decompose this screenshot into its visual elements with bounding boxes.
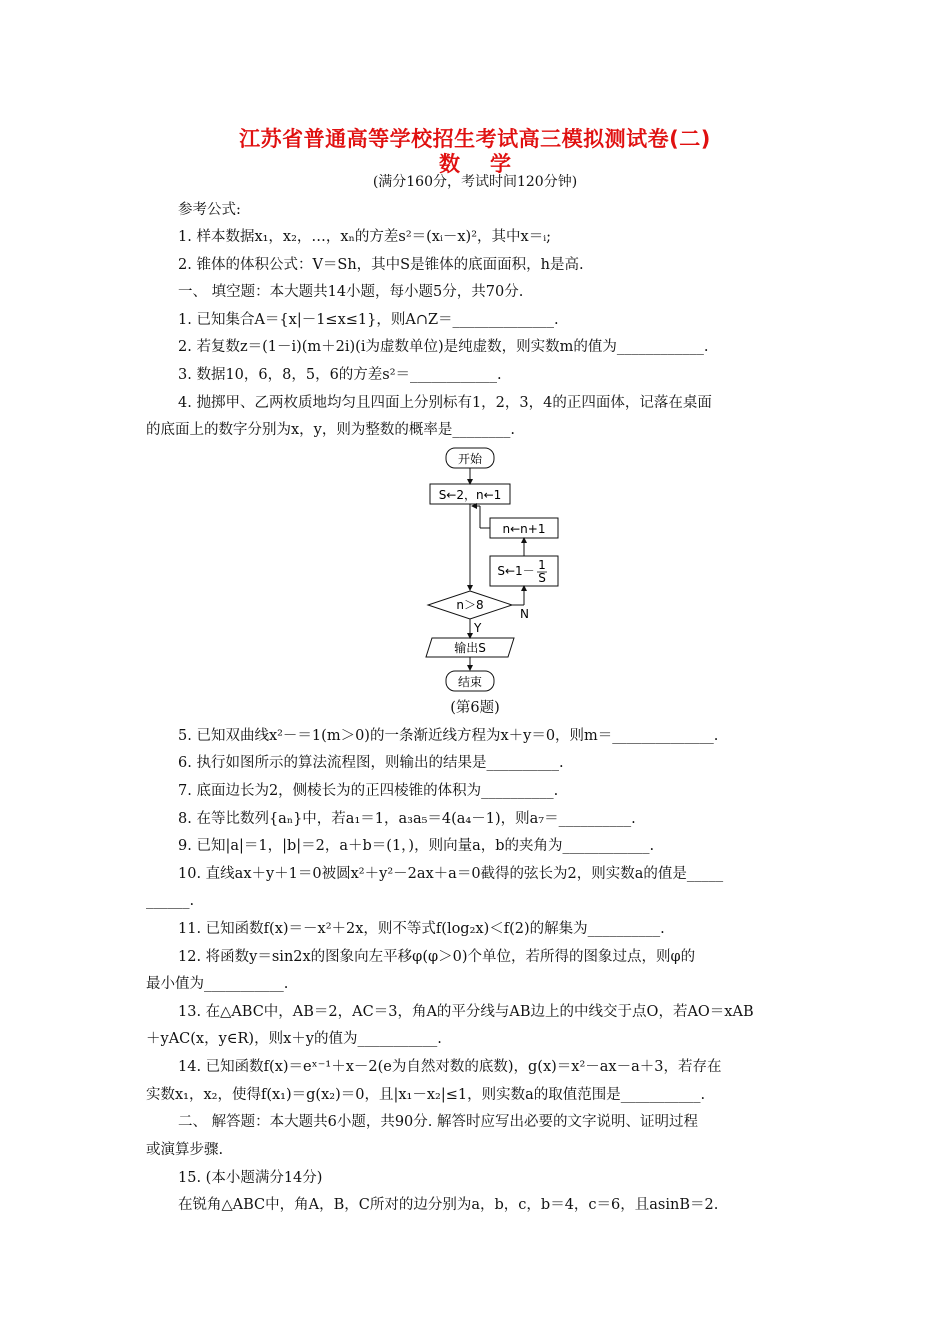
section2-heading-line1: 二、 解答题：本大题共6小题，共90分. 解答时应写出必要的文字说明、证明过程: [178, 1114, 699, 1130]
flow-start-label: 开始: [457, 452, 483, 466]
formula-volume: 2. 锥体的体积公式：V＝Sh，其中S是锥体的底面面积，h是高.: [178, 257, 584, 273]
exam-info: (满分160分，考试时间120分钟): [372, 174, 578, 190]
question-8: 8. 在等比数列{aₙ}中，若a₁＝1，a₃a₅＝4(a₄－1)，则a₇＝__________.: [178, 811, 636, 827]
reference-heading: 参考公式:: [178, 202, 241, 218]
exam-title: 江苏省普通高等学校招生考试高三模拟测试卷(二): [239, 127, 711, 151]
formula-variance: 1. 样本数据x₁，x₂，…，xₙ的方差s²＝(xᵢ－x)²，其中x＝ᵢ;: [178, 229, 552, 245]
flow-output-label: 输出S: [454, 641, 486, 655]
flow-update-numerator: 1: [538, 558, 546, 572]
question-14-line2: 实数x₁，x₂，使得f(x₁)＝g(x₂)＝0，且|x₁－x₂|≤1，则实数a的取值范围是___________.: [146, 1087, 706, 1103]
question-13-line1: 13. 在△ABC中，AB＝2，AC＝3，角A的平分线与AB边上的中线交于点O，若AO＝xAB: [178, 1004, 754, 1020]
question-9: 9. 已知|a|＝1，|b|＝2，a＋b＝(1，)，则向量a，b的夹角为____________.: [178, 838, 655, 854]
question-13-line2: ＋yAC(x，y∈R)，则x＋y的值为___________.: [146, 1031, 442, 1047]
question-10-line2: ______.: [146, 893, 195, 909]
flow-yes-label: Y: [474, 621, 482, 635]
figure-caption: (第6题): [450, 700, 500, 716]
question-3: 3. 数据10，6，8，5，6的方差s²＝____________.: [178, 367, 502, 383]
question-11: 11. 已知函数f(x)＝－x²＋2x，则不等式f(log₂x)＜f(2)的解集为__________.: [178, 921, 665, 937]
question-1: 1. 已知集合A＝{x|－1≤x≤1}，则A∩Z＝______________.: [178, 312, 559, 328]
question-4-line2: 的底面上的数字分别为x，y，则为整数的概率是________.: [146, 422, 515, 438]
question-12-line2: 最小值为___________.: [146, 976, 289, 992]
question-15-title: 15. (本小题满分14分): [178, 1170, 323, 1186]
subject-title: 数学: [439, 152, 541, 176]
flow-no-label: N: [520, 607, 529, 621]
flow-end-label: 结束: [457, 675, 483, 689]
flow-init-label: S←2，n←1: [438, 488, 502, 502]
question-15-text: 在锐角△ABC中，角A，B，C所对的边分别为a，b，c，b＝4，c＝6，且asinB＝2.: [178, 1197, 719, 1213]
question-4-line1: 4. 抛掷甲、乙两枚质地均匀且四面上分别标有1，2，3，4的正四面体，记落在桌面: [178, 395, 712, 411]
question-12-line1: 12. 将函数y＝sin2x的图象向左平移φ(φ＞0)个单位，若所得的图象过点，则φ的: [178, 949, 696, 965]
flow-update-denominator: S: [538, 571, 546, 585]
question-14-line1: 14. 已知函数f(x)＝eˣ⁻¹＋x－2(e为自然对数的底数)，g(x)＝x²－ax－a＋3，若存在: [178, 1059, 722, 1075]
flow-increment-label: n←n+1: [502, 522, 546, 536]
flow-condition-label: n＞8: [456, 598, 484, 612]
question-2: 2. 若复数z＝(1－i)(m＋2i)(i为虚数单位)是纯虚数，则实数m的值为____________.: [178, 339, 709, 355]
flow-update-label: S←1－: [497, 564, 535, 578]
question-10-line1: 10. 直线ax＋y＋1＝0被圆x²＋y²－2ax＋a＝0截得的弦长为2，则实数a的值是_____: [178, 866, 724, 882]
question-5: 5. 已知双曲线x²－＝1(m＞0)的一条渐近线方程为x＋y＝0，则m＝______________.: [178, 728, 719, 744]
question-7: 7. 底面边长为2，侧棱长为的正四棱锥的体积为__________.: [178, 783, 559, 799]
flowchart: [410, 444, 570, 694]
section2-heading-line2: 或演算步骤.: [146, 1142, 224, 1158]
question-6: 6. 执行如图所示的算法流程图，则输出的结果是__________.: [178, 755, 564, 771]
section1-heading: 一、 填空题：本大题共14小题，每小题5分，共70分.: [178, 284, 524, 300]
